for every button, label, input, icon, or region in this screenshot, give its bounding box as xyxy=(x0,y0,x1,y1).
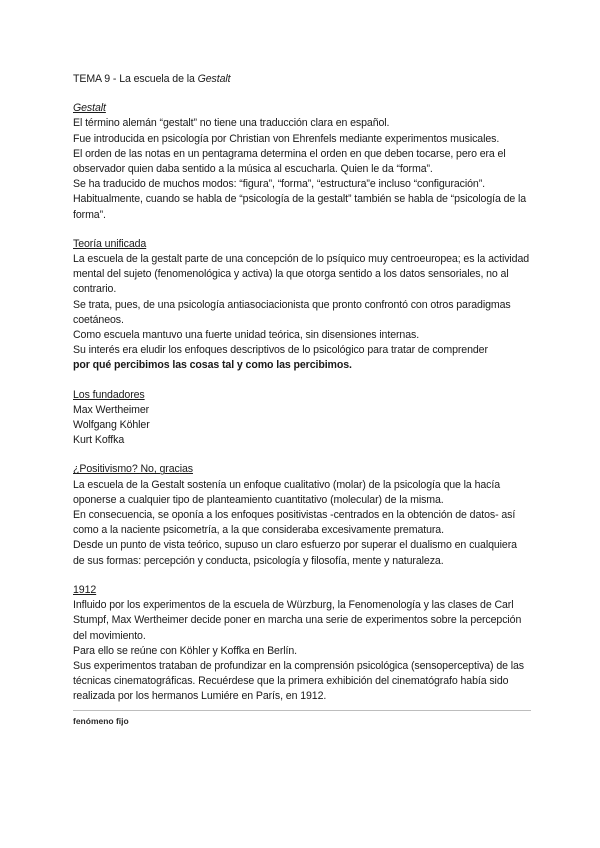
title-prefix: TEMA 9 - La escuela de la xyxy=(73,73,198,85)
section-teoria-unificada xyxy=(73,237,531,374)
section-heading-fundadores: Los fundadores xyxy=(73,388,145,401)
paragraph: En consecuencia, se oponía a los enfoques positivistas -centrados en la obtención de datos- así como a la naciente psicometría, a la que consideraba excesivamente prematura. xyxy=(73,509,516,537)
section-heading-teoria-unificada: Teoría unificada xyxy=(73,237,147,250)
paragraph: Para ello se reúne con Köhler y Koffka en Berlín. xyxy=(73,644,297,657)
founder-name: Wolfgang Köhler xyxy=(73,419,150,432)
document-title xyxy=(73,72,531,87)
paragraph: La escuela de la Gestalt sostenía un enfoque cualitativo (molar) de la psicología que la hacía oponerse a cualquier tipo de planteamiento cuantitativo (molecular) de la misma. xyxy=(73,478,500,506)
paragraph: Influido por los experimentos de la escuela de Würzburg, la Fenomenología y las clases de Carl Stumpf, Max Wertheimer decide poner en marcha una serie de experimentos sobre la percepción del movimiento. xyxy=(73,599,522,642)
document-page xyxy=(73,72,531,719)
title-emphasis: Gestalt xyxy=(197,73,231,85)
paragraph: El orden de las notas en un pentagrama determina el orden en que deben tocarse, pero era el observador quien daba sentido a la música al escucharla. Quien le da “forma”. xyxy=(73,147,506,176)
paragraph: El término alemán “gestalt” no tiene una traducción clara en español. xyxy=(73,117,390,130)
section-positivismo xyxy=(73,462,531,568)
emphasized-statement: por qué percibimos las cosas tal y como las percibimos. xyxy=(73,359,352,372)
paragraph: Fue introducida en psicología por Christian von Ehrenfels mediante experimentos musicales. xyxy=(73,132,500,145)
founder-name: Max Wertheimer xyxy=(73,403,150,416)
section-1912 xyxy=(73,583,531,705)
paragraph: Sus experimentos trataban de profundizar en la comprensión psicológica (sensoperceptiva) de las técnicas cinematográficas. Recuérdese que la primera exhibición del cinematógrafo había sido realizada por los hermanos Lumiére en París, en 1912. xyxy=(73,659,524,703)
footer-label: fenómeno fijo xyxy=(73,716,129,726)
paragraph: Como escuela mantuvo una fuerte unidad teórica, sin disensiones internas. xyxy=(73,329,420,342)
paragraph: Desde un punto de vista teórico, supuso un claro esfuerzo por superar el dualismo en cualquiera de sus formas: percepción y conducta, psicología y filosofía, mente y naturaleza. xyxy=(73,539,517,567)
paragraph: Se ha traducido de muchos modos: “figura”, “forma”, “estructura”e incluso “configuración”. Habitualmente, cuando se habla de “psicología de la gestalt” también se habla de “psicología de la forma”. xyxy=(73,178,527,221)
section-gestalt xyxy=(73,101,531,223)
section-fundadores xyxy=(73,388,531,449)
paragraph: Su interés era eludir los enfoques descriptivos de lo psicológico para tratar de comprender xyxy=(73,344,488,357)
founder-name: Kurt Koffka xyxy=(73,434,125,447)
section-heading-1912: 1912 xyxy=(73,583,97,596)
footer-divider xyxy=(73,710,531,711)
paragraph: Se trata, pues, de una psicología antiasociacionista que pronto confrontó con otros paradigmas coetáneos. xyxy=(73,298,511,326)
section-heading-gestalt: Gestalt xyxy=(73,102,106,115)
paragraph: La escuela de la gestalt parte de una concepción de lo psíquico muy centroeuropea; es la actividad mental del sujeto (fenomenológica y activa) la que otorga sentido a los datos sensoriales, no al contrario. xyxy=(73,253,530,296)
section-heading-positivismo: ¿Positivismo? No, gracias xyxy=(73,463,193,476)
